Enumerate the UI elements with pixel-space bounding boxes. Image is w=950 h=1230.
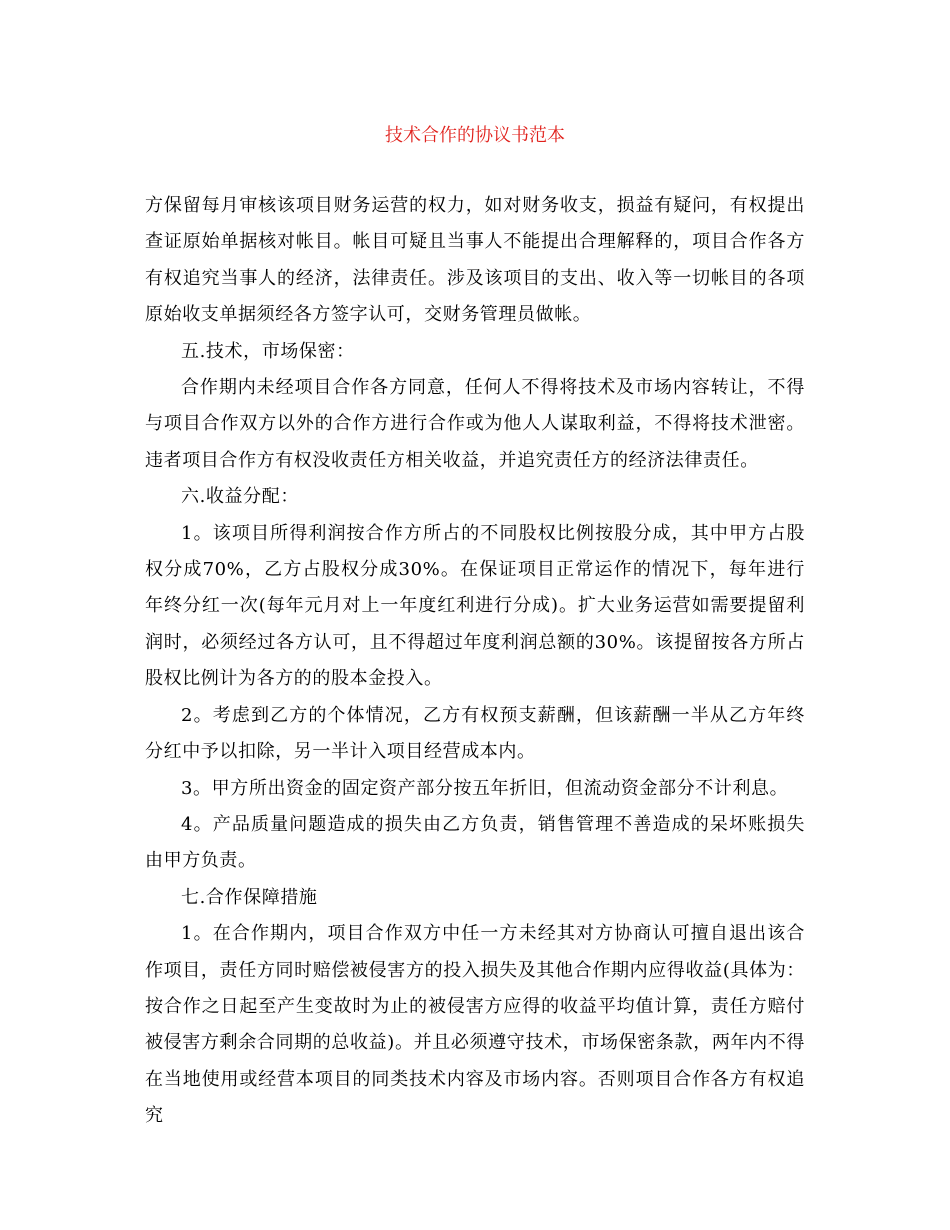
paragraph-financial-audit: 方保留每月审核该项目财务运营的权力，如对财务收支，损益有疑问，有权提出查证原始单据核对帐目。帐目可疑且当事人不能提出合理解释的，项目合作各方有权追究当事人的经济，法律责任。涉及该项目的支出、收入等一切帐目的各项原始收支单据须经各方签字认可，交财务管理员做帐。 <box>145 195 805 326</box>
section-heading-confidentiality: 五.技术，市场保密： <box>181 340 355 362</box>
paragraph-salary-advance: 2。考虑到乙方的个体情况，乙方有权预支薪酬，但该薪酬一半从乙方年终分红中予以扣除，另一半计入项目经营成本内。 <box>145 704 805 763</box>
section-heading-profit-distribution: 六.收益分配： <box>181 486 299 508</box>
paragraph-depreciation: 3。甲方所出资金的固定资产部分按五年折旧，但流动资金部分不计利息。 <box>181 777 789 799</box>
paragraph-confidentiality: 合作期内未经项目合作各方同意，任何人不得将技术及市场内容转让，不得与项目合作双方以外的合作方进行合作或为他人人谋取利益，不得将技术泄密。违者项目合作方有权没收责任方相关收益，并追究责任方的经济法律责任。 <box>145 377 805 471</box>
paragraph-withdrawal-penalty: 1。在合作期内，项目合作双方中任一方未经其对方协商认可擅自退出该合作项目，责任方同时赔偿被侵害方的投入损失及其他合作期内应得收益(具体为：按合作之日起至产生变故时为止的被侵害方应得的收益平均值计算，责任方赔付被侵害方剩余合同期的总收益)。并且必须遵守技术，市场保密条款，两年内不得在当地使用或经营本项目的同类技术内容及市场内容。否则项目合作各方有权追究 <box>145 923 805 1127</box>
section-heading-safeguards: 七.合作保障措施 <box>181 886 318 908</box>
document-title: 技术合作的协议书范本 <box>385 125 565 146</box>
document-body <box>145 188 805 1135</box>
paragraph-profit-share: 1。该项目所得利润按合作方所占的不同股权比例按股分成，其中甲方占股权分成70%，乙方占股权分成30%。在保证项目正常运作的情况下，每年进行年终分红一次(每年元月对上一年度红利进行分成)。扩大业务运营如需要提留利润时，必须经过各方认可，且不得超过年度利润总额的30%。该提留按各方所占股权比例计为各方的的股本金投入。 <box>145 522 805 690</box>
paragraph-loss-responsibility: 4。产品质量问题造成的损失由乙方负责，销售管理不善造成的呆坏账损失由甲方负责。 <box>145 813 805 872</box>
